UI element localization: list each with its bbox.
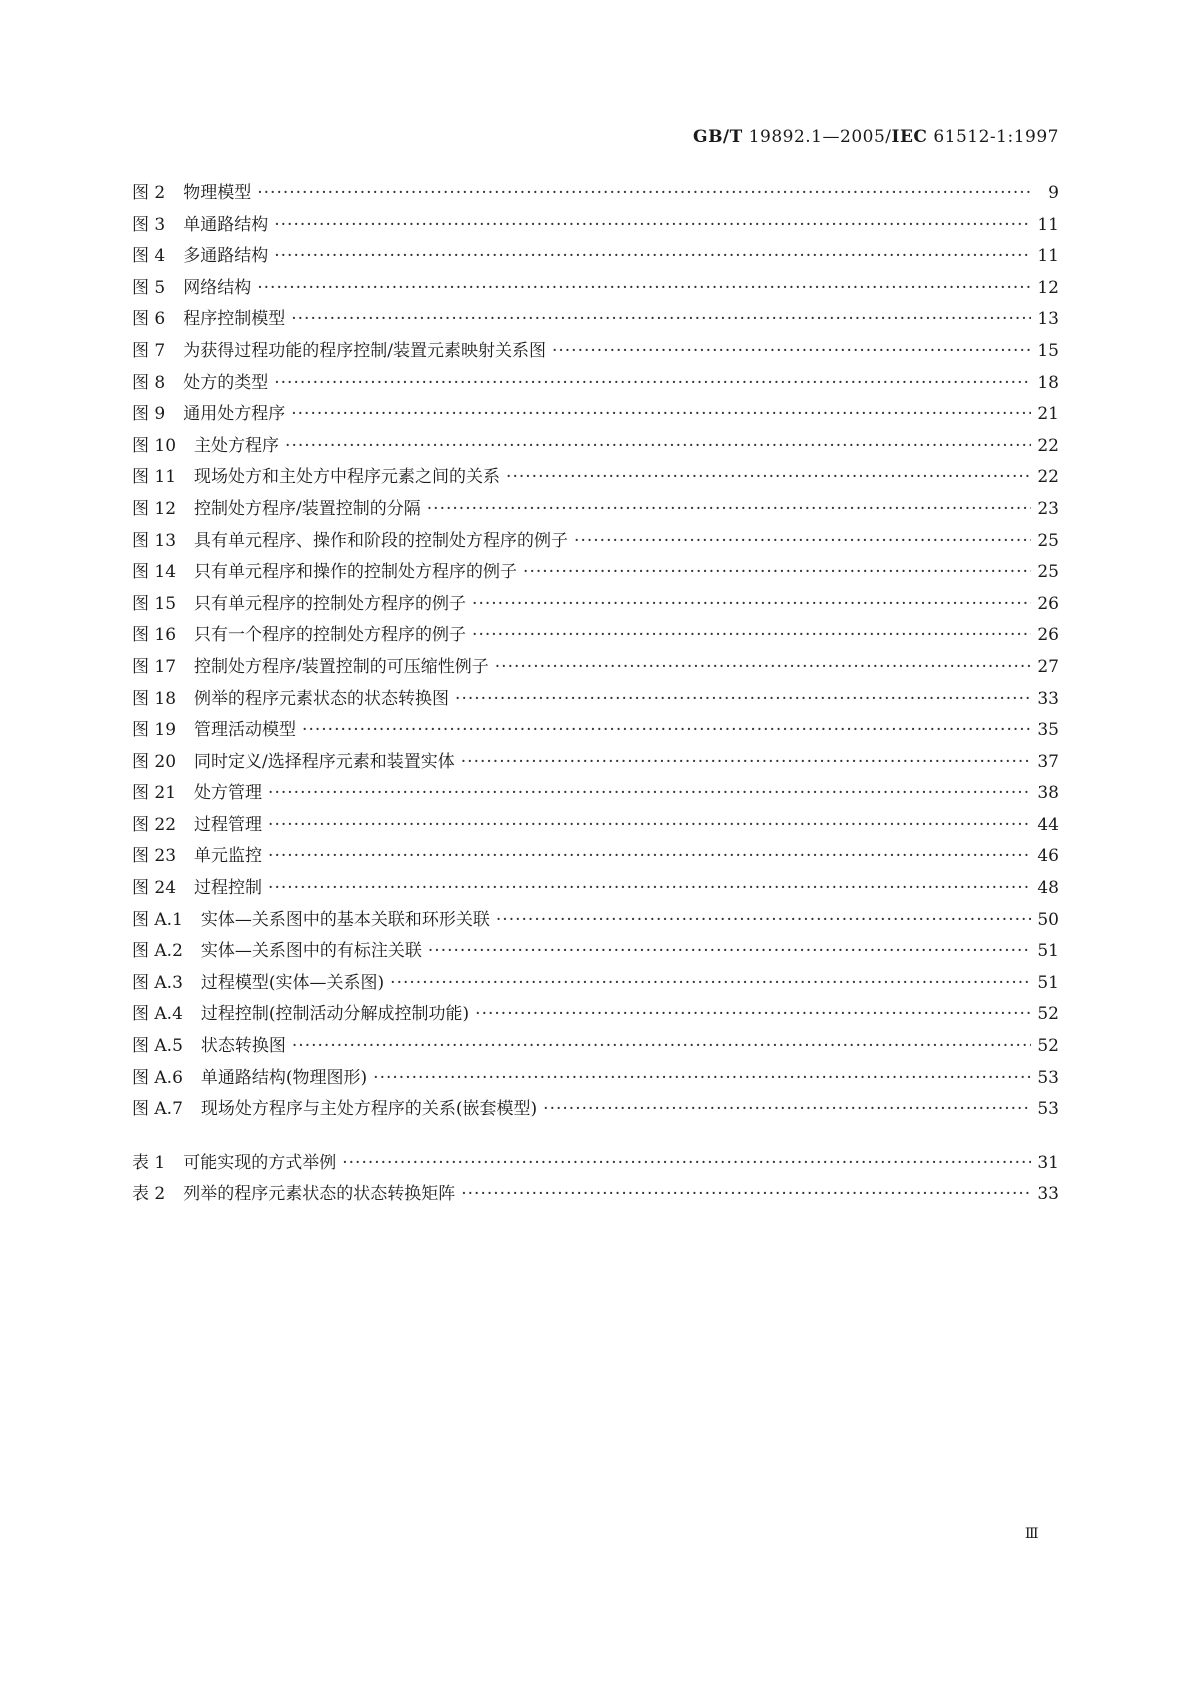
toc-entry[interactable] [132, 462, 1059, 494]
toc-leader-dots [268, 783, 1031, 803]
toc-entry-label: 图 A.2 [132, 941, 183, 962]
toc-entry[interactable] [132, 210, 1059, 242]
toc-entry-label: 图 24 [132, 878, 177, 899]
iec-prefix: IEC [891, 127, 928, 147]
toc-entry-title: 单通路结构(物理图形) [200, 1067, 368, 1088]
toc-leader-dots [342, 1153, 1031, 1173]
toc-entry[interactable] [132, 336, 1059, 368]
toc-entry-page: 9 [1048, 183, 1059, 203]
toc-entry-label: 图 7 [132, 340, 166, 361]
toc-entry-title: 状态转换图 [200, 1036, 286, 1057]
toc-leader-dots [268, 878, 1031, 898]
toc-entry-title: 只有单元程序的控制处方程序的例子 [194, 593, 467, 614]
toc-entry[interactable] [132, 589, 1059, 621]
toc-leader-dots [390, 973, 1031, 993]
toc-leader-dots [428, 941, 1031, 961]
toc-entry[interactable] [132, 431, 1059, 463]
toc-entry[interactable] [132, 1063, 1059, 1095]
toc-entry-title: 处方管理 [194, 783, 263, 804]
table-of-contents [132, 178, 1059, 1211]
toc-entry-page: 27 [1037, 656, 1059, 677]
figure-list [132, 178, 1059, 1126]
toc-leader-dots [543, 1099, 1031, 1119]
toc-entry-page: 21 [1037, 404, 1059, 425]
toc-entry-label: 图 9 [132, 404, 166, 425]
toc-leader-dots [268, 846, 1031, 866]
toc-entry[interactable] [132, 905, 1059, 937]
toc-leader-dots [461, 1184, 1031, 1204]
toc-entry-page: 53 [1037, 1067, 1059, 1088]
toc-entry-title: 过程控制 [194, 878, 263, 899]
toc-entry-page: 11 [1037, 246, 1059, 267]
iec-number: 61512-1:1997 [927, 127, 1059, 147]
toc-entry[interactable] [132, 1031, 1059, 1063]
toc-leader-dots [496, 910, 1031, 930]
toc-leader-dots [495, 657, 1032, 677]
toc-entry-label: 图 22 [132, 814, 177, 835]
toc-entry-page: 44 [1037, 814, 1059, 835]
document-header [693, 127, 1059, 147]
toc-entry-label: 图 4 [132, 246, 166, 267]
toc-entry-label: 图 19 [132, 720, 177, 741]
toc-entry-title: 控制处方程序/装置控制的分隔 [194, 498, 421, 519]
toc-entry-page: 22 [1037, 467, 1059, 488]
toc-leader-dots [274, 215, 1031, 235]
toc-entry[interactable] [132, 368, 1059, 400]
toc-entry-label: 图 6 [132, 309, 166, 330]
toc-entry[interactable] [132, 1148, 1059, 1180]
toc-entry-title: 实体—关系图中的基本关联和环形关联 [200, 909, 490, 930]
toc-entry[interactable] [132, 1094, 1059, 1126]
toc-entry-label: 图 3 [132, 214, 166, 235]
toc-entry-label: 图 A.6 [132, 1067, 183, 1088]
toc-entry[interactable] [132, 873, 1059, 905]
toc-entry-title: 过程管理 [194, 814, 263, 835]
toc-entry-title: 网络结构 [183, 277, 252, 298]
toc-leader-dots [574, 531, 1031, 551]
toc-entry-label: 图 A.4 [132, 1004, 183, 1025]
toc-entry[interactable] [132, 747, 1059, 779]
standard-number: 19892.1—2005/ [742, 127, 892, 147]
toc-leader-dots [257, 278, 1031, 298]
toc-entry-page: 46 [1037, 846, 1059, 867]
toc-leader-dots [302, 720, 1031, 740]
toc-leader-dots [285, 436, 1031, 456]
toc-entry-page: 50 [1037, 909, 1059, 930]
toc-entry-page: 13 [1037, 309, 1059, 330]
toc-entry-page: 11 [1037, 214, 1059, 235]
toc-entry-label: 表 2 [132, 1184, 166, 1205]
toc-entry-label: 图 14 [132, 562, 177, 583]
toc-entry-title: 可能实现的方式举例 [183, 1152, 337, 1173]
toc-entry-title: 实体—关系图中的有标注关联 [200, 941, 422, 962]
toc-leader-dots [475, 1004, 1031, 1024]
toc-leader-dots [268, 815, 1031, 835]
toc-entry-label: 图 A.7 [132, 1099, 183, 1120]
toc-entry-label: 图 23 [132, 846, 177, 867]
toc-entry-title: 管理活动模型 [194, 720, 297, 741]
toc-leader-dots [506, 467, 1031, 487]
toc-entry[interactable] [132, 1179, 1059, 1211]
toc-entry[interactable] [132, 999, 1059, 1031]
page-number: Ⅲ [1025, 1526, 1038, 1542]
toc-entry-label: 图 11 [132, 467, 177, 488]
toc-entry-page: 26 [1037, 593, 1059, 614]
toc-leader-dots [274, 246, 1031, 266]
toc-entry-page: 48 [1037, 878, 1059, 899]
toc-entry-label: 图 5 [132, 277, 166, 298]
toc-entry[interactable] [132, 178, 1059, 210]
toc-entry[interactable] [132, 715, 1059, 747]
toc-entry-page: 35 [1037, 720, 1059, 741]
toc-entry[interactable] [132, 526, 1059, 558]
toc-entry-title: 列举的程序元素状态的状态转换矩阵 [183, 1184, 456, 1205]
toc-entry-title: 现场处方和主处方中程序元素之间的关系 [194, 467, 501, 488]
toc-entry-label: 图 2 [132, 183, 166, 203]
toc-entry-label: 图 16 [132, 625, 177, 646]
toc-entry-title: 现场处方程序与主处方程序的关系(嵌套模型) [200, 1099, 538, 1120]
toc-leader-dots [472, 594, 1031, 614]
toc-entry-title: 过程控制(控制活动分解成控制功能) [200, 1004, 470, 1025]
toc-entry[interactable] [132, 241, 1059, 273]
toc-entry-page: 15 [1037, 340, 1059, 361]
toc-entry[interactable] [132, 936, 1059, 968]
toc-entry-page: 51 [1037, 941, 1059, 962]
toc-leader-dots [291, 309, 1031, 329]
toc-leader-dots [274, 373, 1031, 393]
toc-entry-title: 过程模型(实体—关系图) [200, 972, 385, 993]
toc-leader-dots [455, 689, 1031, 709]
toc-leader-dots [427, 499, 1032, 519]
toc-entry-title: 单元监控 [194, 846, 263, 867]
toc-entry-label: 图 15 [132, 593, 177, 614]
toc-entry-label: 图 A.1 [132, 909, 183, 930]
toc-entry-page: 31 [1037, 1152, 1059, 1173]
toc-entry-page: 22 [1037, 435, 1059, 456]
toc-entry-label: 图 18 [132, 688, 177, 709]
toc-leader-dots [292, 1036, 1031, 1056]
toc-entry-title: 只有单元程序和操作的控制处方程序的例子 [194, 562, 518, 583]
toc-entry[interactable] [132, 684, 1059, 716]
toc-entry[interactable] [132, 778, 1059, 810]
toc-entry-page: 26 [1037, 625, 1059, 646]
toc-entry-label: 图 13 [132, 530, 177, 551]
toc-entry-title: 多通路结构 [183, 246, 269, 267]
toc-leader-dots [257, 183, 1033, 203]
toc-entry-page: 38 [1037, 783, 1059, 804]
toc-entry-title: 程序控制模型 [183, 309, 286, 330]
toc-leader-dots [552, 341, 1031, 361]
toc-entry[interactable] [132, 273, 1059, 305]
toc-leader-dots [472, 625, 1031, 645]
toc-entry-label: 图 A.3 [132, 972, 183, 993]
table-list [132, 1148, 1059, 1211]
toc-entry-label: 图 8 [132, 372, 166, 393]
toc-entry[interactable] [132, 968, 1059, 1000]
toc-entry-title: 处方的类型 [183, 372, 269, 393]
toc-entry-page: 52 [1037, 1004, 1059, 1025]
toc-entry-page: 33 [1037, 688, 1059, 709]
toc-entry-title: 通用处方程序 [183, 404, 286, 425]
toc-leader-dots [461, 752, 1032, 772]
toc-entry[interactable] [132, 620, 1059, 652]
toc-entry-label: 图 21 [132, 783, 177, 804]
toc-entry-page: 25 [1037, 562, 1059, 583]
toc-entry-page: 37 [1037, 751, 1059, 772]
toc-leader-dots [373, 1068, 1031, 1088]
toc-entry-page: 52 [1037, 1036, 1059, 1057]
toc-entry-title: 具有单元程序、操作和阶段的控制处方程序的例子 [194, 530, 569, 551]
toc-leader-dots [291, 404, 1031, 424]
toc-entry[interactable] [132, 810, 1059, 842]
toc-entry-title: 例举的程序元素状态的状态转换图 [194, 688, 450, 709]
toc-entry-page: 18 [1037, 372, 1059, 393]
toc-entry-title: 只有一个程序的控制处方程序的例子 [194, 625, 467, 646]
toc-entry-title: 为获得过程功能的程序控制/装置元素映射关系图 [183, 340, 546, 361]
toc-entry-page: 33 [1037, 1184, 1059, 1205]
toc-entry-title: 控制处方程序/装置控制的可压缩性例子 [194, 656, 489, 677]
toc-leader-dots [523, 562, 1031, 582]
toc-entry-title: 同时定义/选择程序元素和装置实体 [194, 751, 455, 772]
toc-entry[interactable] [132, 494, 1059, 526]
toc-entry-page: 51 [1037, 972, 1059, 993]
toc-entry-page: 25 [1037, 530, 1059, 551]
toc-entry[interactable] [132, 304, 1059, 336]
toc-entry-page: 23 [1037, 498, 1059, 519]
toc-entry-page: 12 [1037, 277, 1059, 298]
toc-entry-label: 图 A.5 [132, 1036, 183, 1057]
toc-entry-title: 单通路结构 [183, 214, 269, 235]
toc-entry-label: 图 17 [132, 656, 177, 677]
toc-entry[interactable] [132, 652, 1059, 684]
toc-entry[interactable] [132, 399, 1059, 431]
toc-entry[interactable] [132, 557, 1059, 589]
toc-entry-title: 物理模型 [183, 183, 252, 203]
toc-entry-title: 主处方程序 [194, 435, 280, 456]
toc-entry[interactable] [132, 841, 1059, 873]
toc-entry-label: 图 20 [132, 751, 177, 772]
toc-entry-label: 表 1 [132, 1152, 166, 1173]
toc-entry-label: 图 12 [132, 498, 177, 519]
toc-entry-label: 图 10 [132, 435, 177, 456]
standard-prefix: GB/T [693, 127, 743, 147]
toc-entry-page: 53 [1037, 1099, 1059, 1120]
